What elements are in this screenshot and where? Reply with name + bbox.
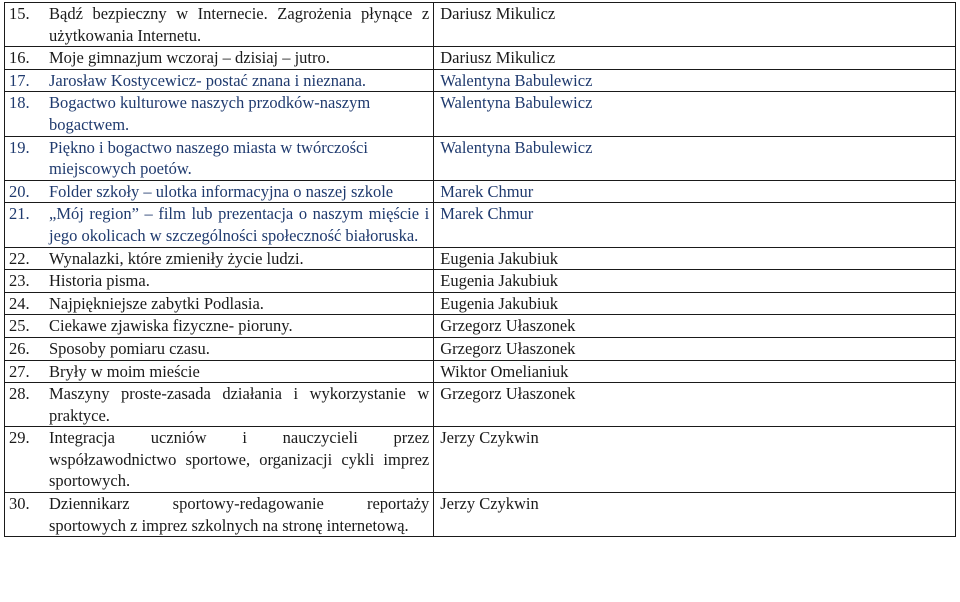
topic-cell: [5, 292, 434, 315]
person-cell: Walentyna Babulewicz: [434, 69, 956, 92]
topic-cell: [5, 136, 434, 180]
row-number: 23.: [9, 271, 30, 291]
topic-cell: [5, 270, 434, 293]
row-number: 24.: [9, 293, 30, 313]
person-cell: Wiktor Omelianiuk: [434, 360, 956, 383]
topic-text: Wynalazki, które zmieniły życie ludzi.: [49, 248, 304, 268]
person-cell: Eugenia Jakubiuk: [434, 270, 956, 293]
topic-text: Bądź bezpieczny w Internecie. Zagrożenia płynące z użytkowania Internetu.: [49, 4, 430, 45]
topic-text: Jarosław Kostycewicz- postać znana i nieznana.: [49, 70, 367, 90]
person-cell: Walentyna Babulewicz: [434, 92, 956, 136]
topic-cell: [5, 47, 434, 70]
topic-text: Sposoby pomiaru czasu.: [49, 338, 210, 358]
topic-text: Historia pisma.: [49, 271, 150, 291]
topic-text: Bogactwo kulturowe naszych przodków-naszym bogactwem.: [49, 93, 371, 134]
row-number: 22.: [9, 248, 30, 268]
row-number: 17.: [9, 70, 30, 90]
table-row: [5, 337, 956, 360]
person-cell: Eugenia Jakubiuk: [434, 292, 956, 315]
topic-cell: [5, 69, 434, 92]
topic-cell: [5, 92, 434, 136]
topic-text: Folder szkoły – ulotka informacyjna o naszej szkole: [49, 181, 394, 201]
person-cell: Dariusz Mikulicz: [434, 47, 956, 70]
row-number: 18.: [9, 93, 30, 113]
person-cell: Jerzy Czykwin: [434, 493, 956, 537]
row-number: 16.: [9, 48, 30, 68]
row-number: 27.: [9, 361, 30, 381]
topic-text: Integracja uczniów i nauczycieli przez współzawodnictwo sportowe, organizacji cykli imprez sportowych.: [49, 428, 430, 491]
table-row: [5, 92, 956, 136]
topic-cell: [5, 383, 434, 427]
row-number: 26.: [9, 338, 30, 358]
row-number: 20.: [9, 181, 30, 201]
topics-table: [4, 2, 956, 537]
topic-cell: [5, 203, 434, 247]
person-cell: Grzegorz Ułaszonek: [434, 337, 956, 360]
table-row: [5, 292, 956, 315]
topic-cell: [5, 427, 434, 493]
row-number: 30.: [9, 494, 30, 514]
table-row: [5, 383, 956, 427]
person-cell: Marek Chmur: [434, 180, 956, 203]
topic-text: „Mój region” – film lub prezentacja o naszym mięście i jego okolicach w szczególności społeczność białoruska.: [49, 204, 430, 245]
person-cell: Dariusz Mikulicz: [434, 3, 956, 47]
person-cell: Jerzy Czykwin: [434, 427, 956, 493]
table-row: [5, 493, 956, 537]
person-cell: Grzegorz Ułaszonek: [434, 383, 956, 427]
table-row: [5, 47, 956, 70]
row-number: 25.: [9, 316, 30, 336]
table-row: [5, 360, 956, 383]
person-cell: Marek Chmur: [434, 203, 956, 247]
topic-cell: [5, 3, 434, 47]
row-number: 15.: [9, 4, 30, 23]
topic-cell: [5, 247, 434, 270]
table-row: [5, 315, 956, 338]
table-row: [5, 203, 956, 247]
topic-cell: [5, 337, 434, 360]
table-row: [5, 69, 956, 92]
table-row: [5, 3, 956, 47]
topic-cell: [5, 315, 434, 338]
person-cell: Walentyna Babulewicz: [434, 136, 956, 180]
topic-text: Bryły w moim mieście: [49, 361, 200, 381]
topic-text: Najpiękniejsze zabytki Podlasia.: [49, 293, 264, 313]
topic-cell: [5, 360, 434, 383]
topic-text: Dziennikarz sportowy-redagowanie reportaży sportowych z imprez szkolnych na stronę internetową.: [49, 494, 430, 535]
table-row: [5, 136, 956, 180]
person-cell: Grzegorz Ułaszonek: [434, 315, 956, 338]
table-row: [5, 180, 956, 203]
topic-text: Maszyny proste-zasada działania i wykorzystanie w praktyce.: [49, 384, 430, 425]
table-row: [5, 427, 956, 493]
topic-text: Ciekawe zjawiska fizyczne- pioruny.: [49, 316, 293, 336]
row-number: 19.: [9, 137, 30, 157]
row-number: 21.: [9, 204, 30, 224]
topic-cell: [5, 180, 434, 203]
table-row: [5, 247, 956, 270]
topic-text: Moje gimnazjum wczoraj – dzisiaj – jutro.: [49, 48, 330, 68]
topic-cell: [5, 493, 434, 537]
row-number: 28.: [9, 384, 30, 404]
table-row: [5, 270, 956, 293]
topic-text: Piękno i bogactwo naszego miasta w twórczości miejscowych poetów.: [49, 137, 368, 179]
row-number: 29.: [9, 428, 30, 448]
person-cell: Eugenia Jakubiuk: [434, 247, 956, 270]
